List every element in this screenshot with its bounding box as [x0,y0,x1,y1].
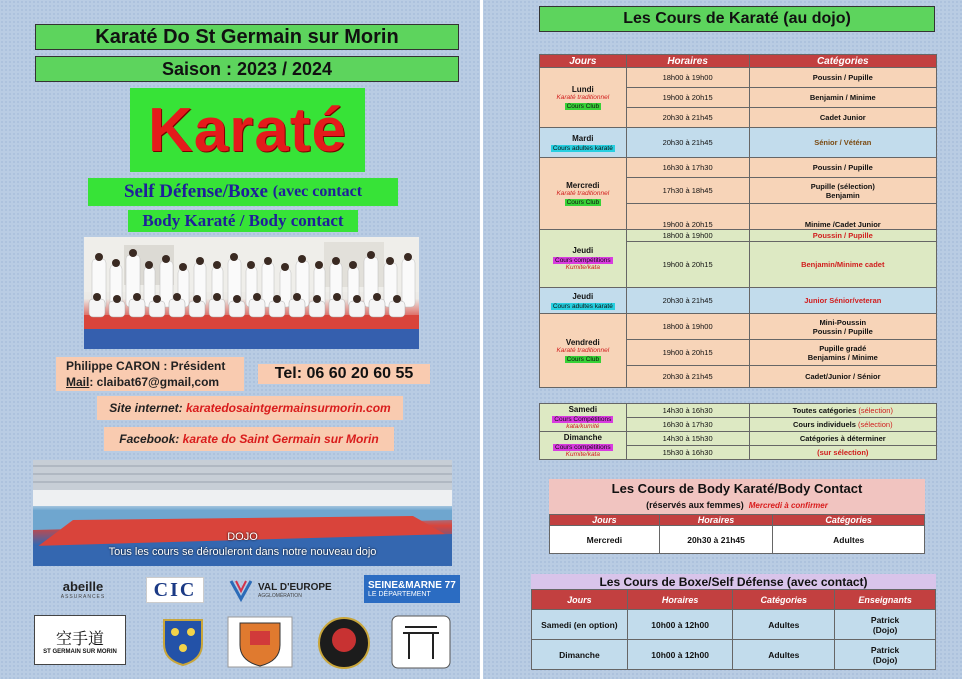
teacher-place: (Dojo) [872,624,898,635]
val-europe-logo-subtext: AGGLOMÉRATION [258,592,302,599]
boxe-title: Les Cours de Boxe/Self Défense (avec contact) [531,574,936,590]
day-cell-mardi [540,128,627,158]
category-line: Pupille (sélection) [810,181,875,191]
category-cell [749,340,936,366]
karate-school-logo-icon [390,615,452,669]
day-cell-jeudi-adultes [540,288,627,314]
day-cell: Dimanche [532,640,628,670]
cic-logo-text: CIC [153,578,197,601]
day-tag: Cours compétitions [555,444,611,451]
category-cell [749,418,936,432]
header-jours: Jours [550,515,660,526]
dojo-caption-text: Tous les cours se dérouleront dans notre nouveau dojo [108,546,377,558]
table-row [540,404,937,418]
val-europe-logo [228,577,340,603]
time-cell: 19h00 à 20h15 [626,204,749,230]
facebook-link[interactable]: karate do Saint Germain sur Morin [182,432,379,446]
category-cell: Poussin / Pupille [749,158,936,178]
fleur-de-lis-crest-icon [160,617,206,667]
time-cell: 14h30 à 16h30 [626,404,749,418]
header-horaires: Horaires [627,590,733,610]
club-logo-text: ST GERMAIN SUR MORIN [43,648,117,655]
time-cell: 19h00 à 20h15 [626,340,749,366]
category-cell [749,404,936,418]
day-tag: Cours compétitions [555,257,611,264]
table-header-row [540,55,937,68]
day-note: Karaté traditionnel [556,94,610,101]
header-categories: Catégories [733,590,835,610]
teacher-name: Patrick [870,644,900,655]
category-text: Cours individuels [792,420,856,429]
website-box [97,396,403,420]
category-line: Pupille gradé [819,343,867,353]
subtitle-self-defense-note: (avec contact [272,183,363,200]
subtitle-body-karate: Body Karaté / Body contact [128,210,358,232]
table-row [540,68,937,88]
day-name: Jeudi [572,291,594,301]
category-cell: Adultes [733,640,835,670]
category-cell: Sénior / Vétéran [749,128,936,158]
time-cell: 17h30 à 18h45 [626,178,749,204]
table-header-row [550,515,925,526]
day-tag: Cours adultes karaté [552,302,613,310]
table-row [532,610,936,640]
mail-label: Mail [66,375,90,389]
boxe-table [531,589,936,670]
time-cell: 20h30 à 21h45 [626,366,749,388]
table-row [540,288,937,314]
category-cell: Adultes [773,526,925,554]
header-enseignants: Enseignants [835,590,936,610]
header-jours: Jours [532,590,628,610]
time-cell: 16h30 à 17h30 [626,418,749,432]
category-line: Benjamins / Minime [807,352,878,362]
category-line: Benjamin [825,190,860,200]
day-name: Lundi [571,85,594,94]
teacher-cell [835,610,936,640]
facebook-label: Facebook: [119,432,180,446]
karate-headline-box [130,88,365,172]
dojo-caption-title: DOJO [227,531,258,543]
category-cell: Minime /Cadet Junior [749,204,936,230]
day-cell-dimanche [540,432,627,460]
teacher-name: Patrick [870,614,900,625]
table-row [532,640,936,670]
day-note: Kumite/kata [565,451,600,458]
time-cell: 15h30 à 16h30 [626,446,749,460]
day-note: Karaté traditionnel [556,347,610,354]
day-note: Karaté traditionnel [556,190,610,197]
table-row [540,314,937,340]
website-link[interactable]: karatedosaintgermainsurmorin.com [185,401,391,415]
table-row [550,526,925,554]
day-tag: Cours adultes karaté [552,144,613,152]
day-note: kata/kumité [566,423,600,430]
website-label: Site internet: [109,401,183,415]
cic-logo [146,577,204,603]
mail-line [66,374,244,390]
abeille-logo [48,577,118,601]
category-cell: Poussin / Pupille [749,68,936,88]
category-cell: Benjamin / Minime [749,88,936,108]
time-cell: 10h00 à 12h00 [627,640,733,670]
seine-marne-logo [364,575,460,603]
category-cell: Catégories à déterminer [749,432,936,446]
table-row [540,230,937,242]
club-logo-kanji: 空手道 [55,628,104,648]
category-cell: (sur sélection) [749,446,936,460]
table-row [540,432,937,446]
day-tag: Cours Club [566,199,600,206]
category-cell: Adultes [733,610,835,640]
header-categories: Catégories [773,515,925,526]
club-title: Karaté Do St Germain sur Morin [35,24,459,50]
day-cell-lundi [540,68,627,128]
time-cell: 20h30 à 21h45 [659,526,773,554]
time-cell: 16h30 à 17h30 [626,158,749,178]
subtitle-self-defense [88,178,398,206]
body-karate-title-box [549,479,925,515]
category-cell: Cadet/Junior / Sénior [749,366,936,388]
day-tag: Cours Club [566,356,600,363]
header-horaires: Horaires [626,55,749,68]
time-cell: 18h00 à 19h00 [626,230,749,242]
dojo-emblem-icon [316,615,372,671]
table-row [540,128,937,158]
telephone-box[interactable]: Tel: 06 60 20 60 55 [258,364,430,384]
time-cell: 18h00 à 19h00 [626,68,749,88]
time-cell: 19h00 à 20h15 [626,88,749,108]
body-karate-subtitle [646,497,828,514]
time-cell: 19h00 à 20h15 [626,242,749,288]
group-photo-illustration [84,237,419,349]
day-cell-mercredi [540,158,627,230]
time-cell: 20h30 à 21h45 [626,108,749,128]
season-banner: Saison : 2023 / 2024 [35,56,459,82]
category-note: (sélection) [858,406,893,415]
teacher-place: (Dojo) [872,654,898,665]
body-karate-confirm-note: Mercredi à confirmer [748,500,828,510]
contact-box [56,357,244,391]
day-note: Kumite/kata [565,264,600,271]
body-karate-note: (réservés aux femmes) [646,499,744,510]
day-cell-jeudi [540,230,627,288]
header-jours: Jours [540,55,627,68]
category-cell [749,314,936,340]
day-tag: Cours Club [566,103,600,110]
subtitle-self-defense-main: Self Défense/Boxe [123,181,268,202]
header-horaires: Horaires [659,515,773,526]
town-crest-icon [224,615,296,669]
day-cell-vendredi [540,314,627,388]
day-name: Samedi [568,405,598,414]
karate-headline: Karaté [148,95,347,165]
dojo-photo [33,460,452,566]
time-cell: 20h30 à 21h45 [626,288,749,314]
category-note: (sélection) [857,420,893,429]
day-name: Mercredi [566,181,600,190]
time-cell: 20h30 à 21h45 [626,128,749,158]
time-cell: 14h30 à 15h30 [626,432,749,446]
category-line: Poussin / Pupille [812,326,873,336]
abeille-logo-text: abeille [62,578,104,594]
table-row [540,158,937,178]
category-cell: Benjamin/Minime cadet [749,242,936,288]
president-name: Philippe CARON : Président [66,359,226,373]
teacher-cell [835,640,936,670]
club-logo [34,615,126,665]
facebook-box [104,427,394,451]
category-line: Mini-Poussin [819,317,867,327]
seine-marne-logo-subtext: LE DÉPARTEMENT [368,591,431,598]
val-europe-logo-text: VAL D'EUROPE [258,581,332,593]
day-name: Jeudi [572,246,594,255]
karate-schedule-table [539,54,937,388]
weekend-schedule-table [539,403,937,460]
body-karate-table [549,514,925,554]
category-cell: Poussin / Pupille [749,230,936,242]
header-categories: Catégories [749,55,936,68]
mail-address[interactable]: : claibat67@gmail,com [89,375,220,389]
table-header-row [532,590,936,610]
seine-marne-logo-text: SEINE&MARNE 77 [368,580,456,591]
day-cell: Mercredi [550,526,660,554]
karate-courses-title: Les Cours de Karaté (au dojo) [539,6,935,32]
day-name: Mardi [572,133,594,143]
day-name: Vendredi [565,338,600,347]
abeille-logo-subtext: ASSURANCES [60,593,106,600]
day-cell: Samedi (en option) [532,610,628,640]
time-cell: 18h00 à 19h00 [626,314,749,340]
category-text: Toutes catégories [792,406,857,415]
dojo-caption [33,530,452,560]
category-cell: Cadet Junior [749,108,936,128]
group-photo [84,237,419,349]
body-karate-title: Les Cours de Body Karaté/Body Contact [611,480,863,496]
time-cell: 10h00 à 12h00 [627,610,733,640]
val-europe-emblem-icon [228,577,254,603]
category-cell [749,178,936,204]
day-name: Dimanche [563,433,602,442]
day-cell-samedi [540,404,627,432]
category-cell: Junior Sénior/veteran [749,288,936,314]
day-tag: Cours Compétitions [554,416,612,423]
